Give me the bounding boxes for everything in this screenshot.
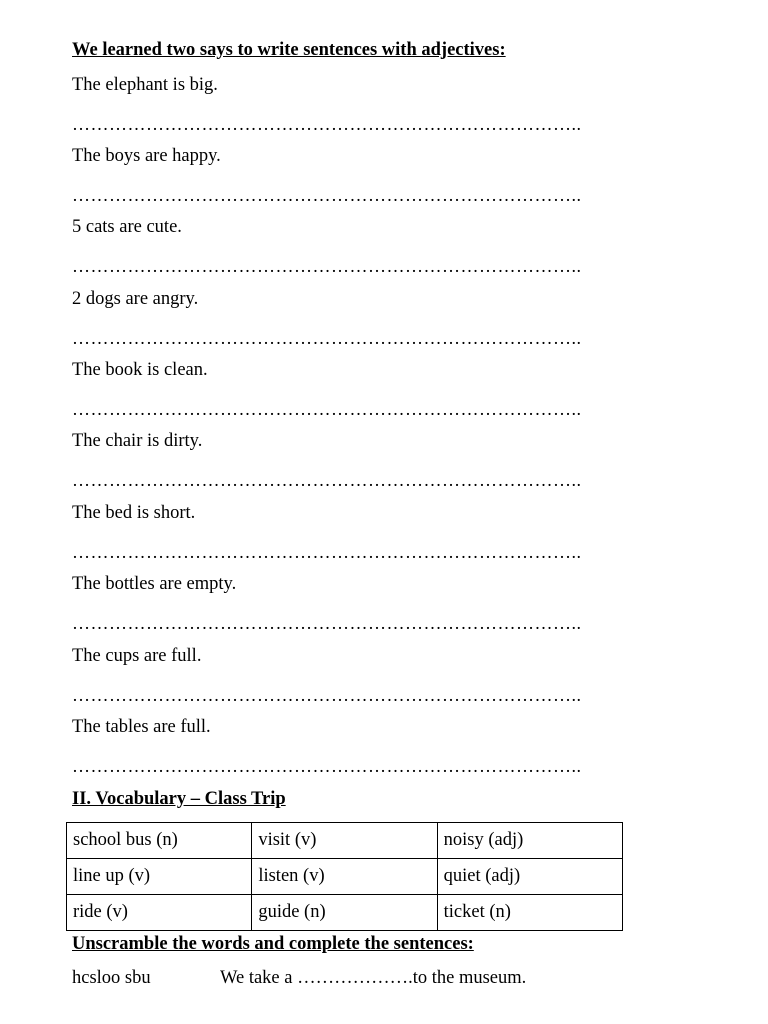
table-cell: school bus (n)	[67, 823, 252, 859]
unscramble-heading: Unscramble the words and complete the sentences:	[72, 934, 474, 954]
sentence-2: The boys are happy.	[72, 146, 221, 166]
table-cell: quiet (adj)	[437, 859, 622, 895]
sentence-4: 2 dogs are angry.	[72, 289, 199, 309]
table-cell: line up (v)	[67, 859, 252, 895]
table-cell: ride (v)	[67, 895, 252, 931]
answer-line-9: ………………………………………………………………………..	[72, 686, 582, 704]
answer-line-7: ………………………………………………………………………..	[72, 543, 582, 561]
table-row	[67, 895, 623, 931]
sentence-3: 5 cats are cute.	[72, 217, 182, 237]
sentence-7: The bed is short.	[72, 503, 196, 523]
sentence-9: The cups are full.	[72, 646, 202, 666]
table-row	[67, 823, 623, 859]
sentence-8: The bottles are empty.	[72, 574, 237, 594]
table-cell: visit (v)	[252, 823, 437, 859]
sentence-1: The elephant is big.	[72, 75, 218, 95]
table-row	[67, 859, 623, 895]
answer-line-8: ………………………………………………………………………..	[72, 614, 582, 632]
answer-line-3: ………………………………………………………………………..	[72, 257, 582, 275]
table-cell: noisy (adj)	[437, 823, 622, 859]
table-cell: ticket (n)	[437, 895, 622, 931]
sentence-5: The book is clean.	[72, 360, 208, 380]
sentence-6: The chair is dirty.	[72, 431, 203, 451]
answer-line-6: ………………………………………………………………………..	[72, 471, 582, 489]
sentence-10: The tables are full.	[72, 717, 211, 737]
scrambled-word: hcsloo sbu	[72, 968, 151, 988]
vocabulary-table	[66, 822, 623, 931]
fill-in-sentence: We take a ……………….to the museum.	[220, 968, 527, 988]
answer-line-4: ………………………………………………………………………..	[72, 329, 582, 347]
answer-line-10: ………………………………………………………………………..	[72, 757, 582, 775]
table-cell: guide (n)	[252, 895, 437, 931]
answer-line-5: ………………………………………………………………………..	[72, 400, 582, 418]
vocabulary-heading: II. Vocabulary – Class Trip	[72, 789, 286, 809]
answer-line-1: ………………………………………………………………………..	[72, 115, 582, 133]
answer-line-2: ………………………………………………………………………..	[72, 186, 582, 204]
adjectives-heading: We learned two says to write sentences with adjectives:	[72, 40, 506, 60]
table-cell: listen (v)	[252, 859, 437, 895]
